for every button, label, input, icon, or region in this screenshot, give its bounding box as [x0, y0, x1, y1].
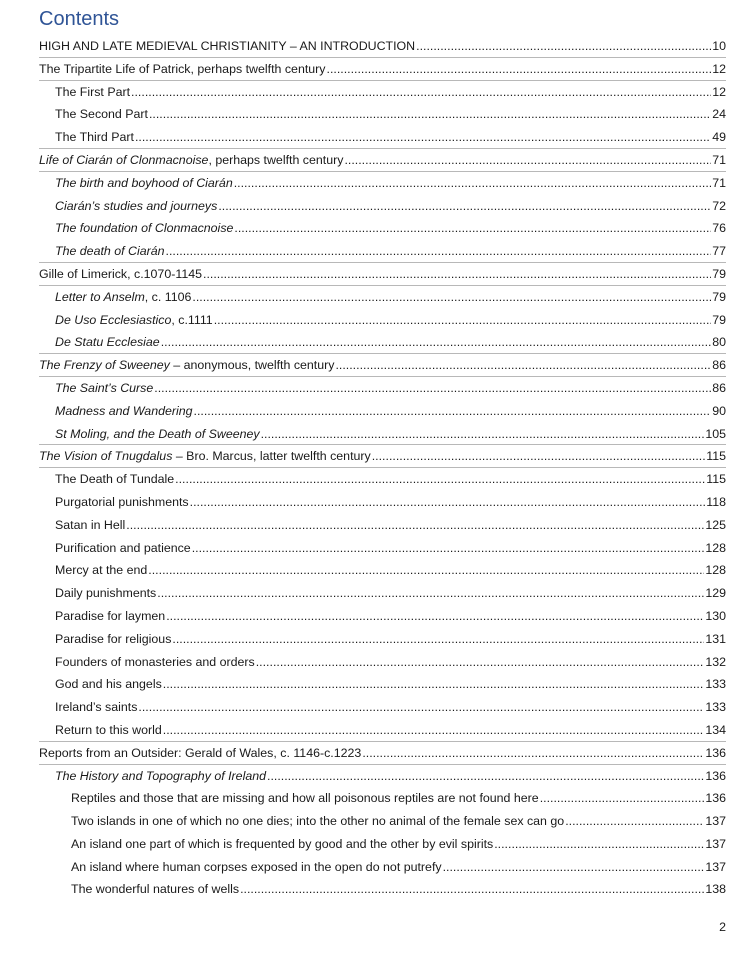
- toc-entry-title: [55, 286, 191, 309]
- toc-entry-title-part: , c.1111: [171, 312, 213, 327]
- toc-entry[interactable]: [39, 286, 726, 309]
- toc-entry-page: 115: [706, 472, 726, 487]
- toc-entry-page: 131: [705, 631, 726, 646]
- dot-leader: [166, 605, 704, 628]
- toc-entry-title-part: , perhaps twelfth century: [208, 152, 344, 167]
- toc-entry-title: [39, 742, 361, 765]
- dot-leader: [190, 491, 706, 514]
- dot-leader: [131, 81, 711, 104]
- toc-entry-title: [71, 833, 493, 856]
- toc-entry-title: [55, 537, 191, 560]
- toc-entry[interactable]: [39, 35, 726, 58]
- toc-entry-page: 10: [712, 39, 726, 53]
- dot-leader: [218, 195, 711, 218]
- toc-entry-title: [55, 400, 193, 423]
- toc-entry-page: 49: [712, 130, 726, 145]
- toc-entry-page: 136: [705, 791, 726, 806]
- toc-entry-page: 137: [705, 814, 726, 829]
- toc-entry-page: 86: [712, 380, 726, 395]
- toc-entry-page: 138: [705, 882, 726, 897]
- toc-entry[interactable]: [39, 400, 726, 423]
- toc-entry-page: 128: [705, 540, 726, 555]
- toc-entry-title-part: Satan in Hell: [55, 517, 126, 532]
- toc-entry-page: 125: [705, 517, 726, 532]
- toc-entry-title: [55, 719, 162, 742]
- toc-entry-title: [71, 878, 239, 901]
- toc-entry-title: [55, 217, 233, 240]
- dot-leader: [344, 149, 711, 172]
- toc-entry-title-part: An island where human corpses exposed in the open do not putrefy: [71, 859, 442, 874]
- toc-entry[interactable]: [39, 856, 726, 879]
- toc-entry-page: 71: [712, 152, 726, 167]
- dot-leader: [234, 172, 711, 195]
- dot-leader: [138, 696, 704, 719]
- toc-entry-title: [55, 491, 189, 514]
- toc-entry[interactable]: [39, 309, 726, 332]
- dot-leader: [256, 651, 705, 674]
- dot-leader: [261, 423, 705, 446]
- dot-leader: [157, 582, 704, 605]
- dot-leader: [540, 787, 705, 810]
- toc-entry-title: [55, 673, 162, 696]
- toc-entry-title-part: , c. 1106: [144, 289, 192, 304]
- toc-entry-title-part: The Frenzy of Sweeney: [39, 358, 170, 373]
- dot-leader: [172, 628, 704, 651]
- toc-entry-title-part: Paradise for religious: [55, 631, 172, 646]
- dot-leader: [194, 400, 711, 423]
- toc-entry[interactable]: [39, 628, 726, 651]
- toc-entry[interactable]: [39, 765, 726, 788]
- toc-entry-title: [39, 354, 334, 377]
- toc-entry[interactable]: [39, 354, 726, 377]
- dot-leader: [163, 719, 705, 742]
- toc-entry-page: 72: [712, 198, 726, 213]
- dot-leader: [161, 331, 711, 354]
- dot-leader: [267, 765, 704, 788]
- toc-entry-page: 76: [712, 221, 726, 236]
- toc-entry-title-part: The death of Ciarán: [55, 244, 165, 259]
- dot-leader: [327, 58, 712, 81]
- toc-entry[interactable]: [39, 491, 726, 514]
- dot-leader: [234, 217, 711, 240]
- dot-leader: [240, 878, 704, 901]
- toc-entry-title-part: St Moling, and the Death of Sweeney: [55, 426, 260, 441]
- toc-entry-page: 90: [712, 403, 726, 418]
- toc-entry-title: [55, 582, 156, 605]
- dot-leader: [494, 833, 704, 856]
- dot-leader: [214, 309, 711, 332]
- page-title: Contents: [39, 8, 120, 30]
- toc-entry-title-part: Founders of monasteries and orders: [55, 654, 255, 669]
- toc-entry-title-part: God and his angels: [55, 677, 162, 692]
- toc-entry-page: 118: [706, 494, 726, 509]
- dot-leader: [166, 240, 711, 263]
- toc-entry-title: [55, 514, 125, 537]
- toc-entry-page: 86: [712, 358, 726, 373]
- page-number: 2: [719, 920, 726, 934]
- toc-entry-title-part: The wonderful natures of wells: [71, 882, 240, 897]
- toc-entry[interactable]: [39, 833, 726, 856]
- toc-entry-title: [55, 81, 130, 104]
- toc-entry-title: [55, 651, 255, 674]
- toc-entry-title-part: The Second Part: [55, 107, 148, 122]
- toc-entry[interactable]: [39, 58, 726, 81]
- toc-entry-title-part: Letter to Anselm: [55, 289, 145, 304]
- toc-entry-page: 12: [712, 84, 726, 99]
- toc-entry-title: [71, 856, 442, 879]
- toc-entry[interactable]: [39, 468, 726, 491]
- toc-entry-page: 134: [705, 722, 726, 737]
- toc-entry-title: [39, 58, 326, 81]
- toc-entry-title-part: The birth and boyhood of Ciarán: [55, 175, 233, 190]
- toc-entry-page: 79: [712, 289, 726, 304]
- toc-entry-page: 24: [712, 107, 726, 122]
- toc-entry-title: [55, 628, 171, 651]
- toc-entry[interactable]: [39, 81, 726, 104]
- toc-entry-page: 79: [712, 266, 726, 281]
- toc-entry-title: [55, 423, 260, 446]
- toc-entry-page: 136: [705, 745, 726, 760]
- dot-leader: [154, 377, 711, 400]
- toc-entry[interactable]: [39, 103, 726, 126]
- toc-entry-title: [71, 787, 539, 810]
- toc-entry-title: [55, 605, 165, 628]
- toc-entry[interactable]: [39, 537, 726, 560]
- toc-entry-title-part: Paradise for laymen: [55, 608, 166, 623]
- toc-entry[interactable]: [39, 195, 726, 218]
- toc-entry-title-part: The History and Topography of Ireland: [55, 768, 266, 783]
- dot-leader: [362, 742, 704, 765]
- toc-entry-title: [55, 377, 153, 400]
- toc-entry-page: 133: [705, 700, 726, 715]
- toc-entry-page: 132: [705, 654, 726, 669]
- toc-entry[interactable]: [39, 240, 726, 263]
- toc-entry[interactable]: [39, 217, 726, 240]
- toc-entry-page: 71: [712, 175, 726, 190]
- toc-entry-title-part: Life of Ciarán of Clonmacnoise: [39, 152, 209, 167]
- dot-leader: [565, 810, 704, 833]
- toc-entry[interactable]: [39, 719, 726, 742]
- toc-entry-title: [55, 331, 160, 354]
- dot-leader: [163, 673, 705, 696]
- toc-entry-title-part: The Third Part: [55, 130, 134, 145]
- toc-entry-title-part: Reports from an Outsider: Gerald of Wales, c. 1146-c.1223: [39, 745, 362, 760]
- toc-entry[interactable]: [39, 787, 726, 810]
- dot-leader: [443, 856, 705, 879]
- dot-leader: [126, 514, 704, 537]
- table-of-contents: [39, 35, 726, 901]
- toc-entry-title: [55, 126, 134, 149]
- toc-entry-title: [39, 149, 343, 172]
- dot-leader: [192, 537, 705, 560]
- toc-entry[interactable]: [39, 514, 726, 537]
- toc-entry[interactable]: [39, 651, 726, 674]
- toc-entry-title-part: The Saint’s Curse: [55, 380, 154, 395]
- dot-leader: [175, 468, 705, 491]
- toc-entry-page: 128: [705, 563, 726, 578]
- dot-leader: [335, 354, 711, 377]
- toc-entry-title-part: Ciarán’s studies and journeys: [55, 198, 218, 213]
- toc-entry[interactable]: [39, 810, 726, 833]
- toc-entry-title-part: Gille of Limerick, c.1070-1145: [39, 266, 202, 281]
- toc-entry[interactable]: [39, 377, 726, 400]
- toc-entry-page: 79: [712, 312, 726, 327]
- toc-entry-page: 137: [705, 859, 726, 874]
- toc-entry-page: 137: [705, 836, 726, 851]
- toc-entry-title-part: Two islands in one of which no one dies; into the other no animal of the female sex can go: [71, 814, 565, 829]
- toc-entry-title: [55, 309, 213, 332]
- dot-leader: [416, 35, 711, 58]
- toc-entry-title-part: The Vision of Tnugdalus: [39, 449, 173, 464]
- toc-entry-title: [55, 696, 137, 719]
- toc-entry-title-part: Return to this world: [55, 722, 162, 737]
- toc-entry[interactable]: [39, 445, 726, 468]
- toc-entry[interactable]: [39, 172, 726, 195]
- dot-leader: [135, 126, 711, 149]
- toc-entry[interactable]: [39, 878, 726, 901]
- toc-entry-title-part: – anonymous, twelfth century: [169, 358, 335, 373]
- toc-entry[interactable]: [39, 605, 726, 628]
- toc-entry-title-part: An island one part of which is frequented by good and the other by evil spirits: [71, 836, 494, 851]
- toc-entry[interactable]: [39, 263, 726, 286]
- toc-entry-page: 129: [705, 586, 726, 601]
- toc-entry-title-part: De Statu Ecclesiae: [55, 335, 160, 350]
- toc-entry-title: [55, 195, 217, 218]
- toc-entry-title-part: De Uso Ecclesiastico: [55, 312, 172, 327]
- toc-entry-page: 115: [706, 449, 726, 464]
- toc-entry-page: 133: [705, 677, 726, 692]
- toc-entry-title: [55, 103, 148, 126]
- toc-entry[interactable]: [39, 742, 726, 765]
- toc-entry-title-part: Reptiles and those that are missing and how all poisonous reptiles are not found here: [71, 791, 539, 806]
- toc-entry[interactable]: [39, 149, 726, 172]
- toc-entry[interactable]: [39, 423, 726, 446]
- toc-entry-title: [55, 559, 147, 582]
- toc-entry-title-part: Purification and patience: [55, 540, 191, 555]
- toc-entry-title: [71, 810, 564, 833]
- toc-entry-title-part: Daily punishments: [55, 586, 157, 601]
- dot-leader: [149, 103, 711, 126]
- toc-entry-title: [39, 263, 202, 286]
- toc-entry-title-part: Madness and Wandering: [55, 403, 193, 418]
- toc-entry-title-part: HIGH AND LATE MEDIEVAL CHRISTIANITY – AN INTRODUCTION: [39, 39, 416, 53]
- toc-entry[interactable]: [39, 126, 726, 149]
- toc-entry-page: 105: [705, 426, 726, 441]
- dot-leader: [203, 263, 711, 286]
- toc-entry-title: [55, 240, 165, 263]
- toc-entry-title-part: The Death of Tundale: [55, 472, 175, 487]
- toc-entry[interactable]: [39, 696, 726, 719]
- toc-entry-title-part: The First Part: [55, 84, 131, 99]
- toc-entry-title-part: The Tripartite Life of Patrick, perhaps twelfth century: [39, 61, 326, 76]
- toc-entry-page: 12: [712, 61, 726, 76]
- toc-entry-page: 130: [705, 608, 726, 623]
- toc-entry-title: [55, 172, 233, 195]
- toc-entry[interactable]: [39, 559, 726, 582]
- toc-entry-page: 136: [705, 768, 726, 783]
- toc-entry[interactable]: [39, 331, 726, 354]
- dot-leader: [192, 286, 711, 309]
- toc-entry-page: 80: [712, 335, 726, 350]
- toc-entry-title-part: Ireland’s saints: [55, 700, 138, 715]
- toc-entry-title-part: Mercy at the end: [55, 563, 148, 578]
- toc-entry-title: [39, 35, 415, 58]
- toc-entry-title: [55, 765, 266, 788]
- dot-leader: [372, 445, 706, 468]
- toc-entry-title: [55, 468, 174, 491]
- toc-entry-title-part: The foundation of Clonmacnoise: [55, 221, 234, 236]
- toc-entry[interactable]: [39, 582, 726, 605]
- toc-entry[interactable]: [39, 673, 726, 696]
- toc-entry-title: [39, 445, 371, 468]
- toc-entry-page: 77: [712, 244, 726, 259]
- toc-entry-title-part: – Bro. Marcus, latter twelfth century: [172, 449, 371, 464]
- toc-entry-title-part: Purgatorial punishments: [55, 494, 189, 509]
- dot-leader: [148, 559, 704, 582]
